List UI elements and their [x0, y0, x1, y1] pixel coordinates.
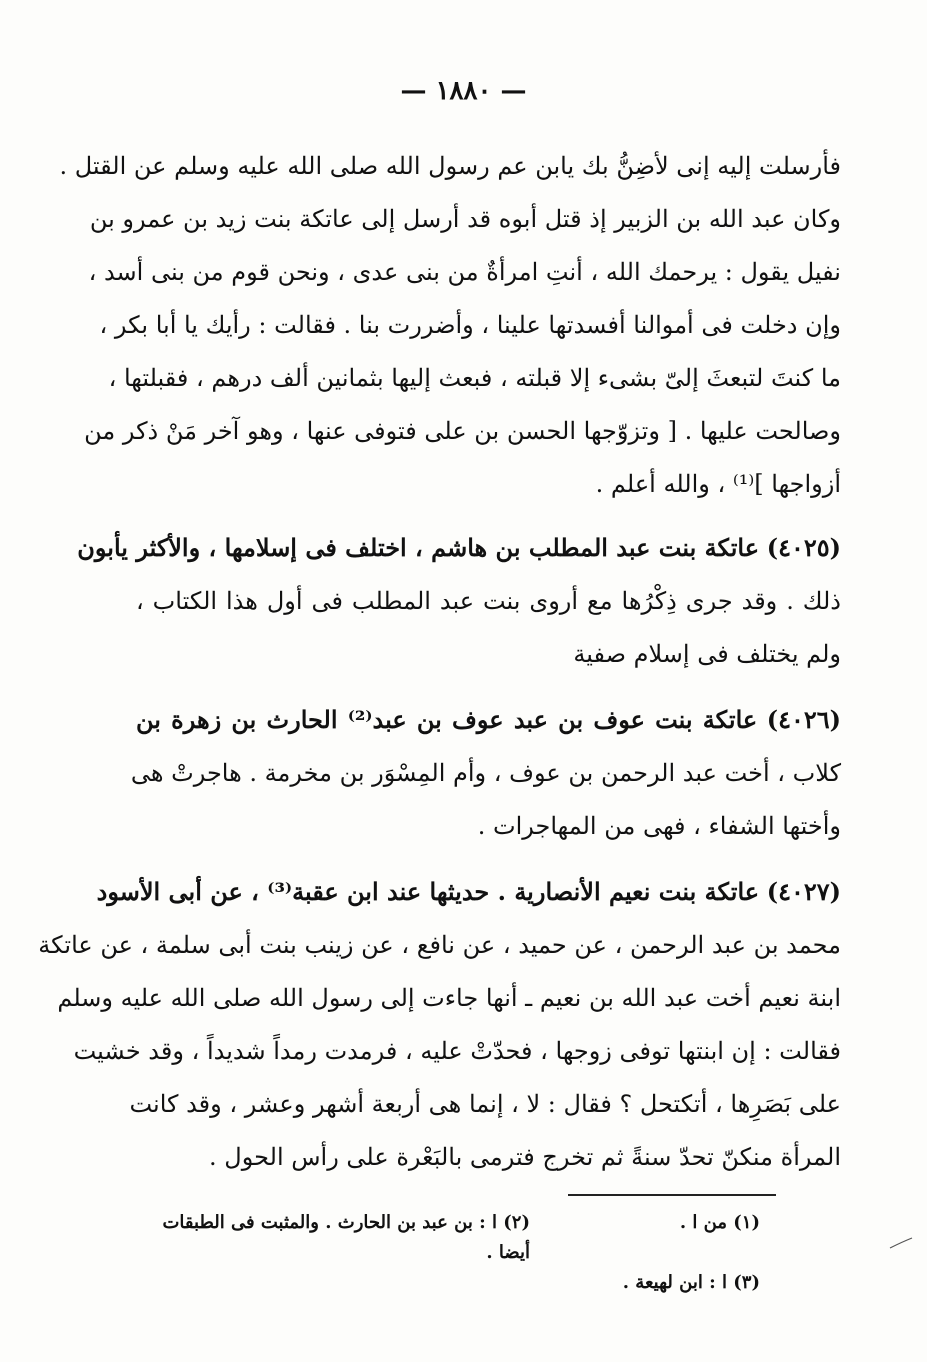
- paragraph-continuation: [59, 140, 841, 511]
- text-line: وأختها الشفاء ، فهى من المهاجرات .: [477, 812, 841, 840]
- entry-text: عاتكة بنت نعيم الأنصارية . حديثها عند ابن عقبة⁽³⁾ ، عن أبى الأسود: [96, 877, 760, 906]
- text-line: فقالت : إن ابنتها توفى زوجها ، فحدّتْ عليه ، فرمدت رمداً شديداً ، وقد خشيت: [73, 1037, 841, 1065]
- page-number: — ١٨٨٠ —: [400, 76, 527, 106]
- footnotes: [160, 1208, 760, 1298]
- text-line: محمد بن عبد الرحمن ، عن حميد ، عن نافع ، عن زينب بنت أبى سلمة ، عن عاتكة: [38, 931, 841, 959]
- text-line: ولم يختلف فى إسلام صفية: [573, 640, 841, 668]
- text-line: المرأة منكنّ تحدّ سنةً ثم تخرج فترمى بالبَعْرة على رأس الحول .: [209, 1143, 841, 1171]
- text-line-with-entry: [77, 521, 841, 575]
- footnote-divider: [568, 1194, 776, 1196]
- text-line: نفيل يقول : يرحمك الله ، أنتِ امرأةٌ من بنى عدى ، ونحن قوم من بنى أسد ،: [88, 258, 841, 286]
- footnote-3: (٣) ا : ابن لهيعة .: [622, 1272, 760, 1293]
- footnote-row: [160, 1208, 760, 1268]
- entry-4026: [130, 693, 841, 853]
- text-line: وكان عبد الله بن الزبير إذ قتل أبوه قد أرسل إلى عاتكة بنت زيد بن عمرو بن: [89, 205, 841, 233]
- text-line: ابنة نعيم أخت عبد الله بن نعيم ـ أنها جاءت إلى رسول الله صلى الله عليه وسلم: [57, 984, 841, 1012]
- entry-number: (٤٠٢٧): [766, 877, 841, 906]
- entry-text: عاتكة بنت عبد المطلب بن هاشم ، اختلف فى إسلامها ، والأكثر يأبون: [77, 533, 760, 562]
- text-line: وصالحت عليها . [ وتزوّجها الحسن بن على فتوفى عنها ، وهو آخر مَنْ ذكر من: [84, 417, 841, 445]
- text-line-with-entry: [136, 693, 841, 747]
- main-text: [38, 140, 841, 1196]
- text-line-with-entry: [96, 865, 841, 919]
- entry-4027: [38, 865, 841, 1184]
- text-line: كلاب ، أخت عبد الرحمن بن عوف ، وأم المِسْوَر بن مخرمة . هاجرتْ هى: [130, 759, 841, 787]
- entry-4025: [77, 521, 841, 681]
- text-line: على بَصَرِها ، أتكتحل ؟ فقال : لا ، إنما هى أربعة أشهر وعشر ، وقد كانت: [129, 1090, 841, 1118]
- text-line: ما كنتَ لتبعثَ إلىّ بشىء إلا قبلته ، فبعث إليها بثمانين ألف درهم ، فقبلتها ،: [108, 364, 841, 392]
- entry-number: (٤٠٢٥): [766, 533, 841, 562]
- entry-text: عاتكة بنت عوف بن عبد عوف بن عبد⁽²⁾ الحارث بن زهرة بن: [136, 705, 758, 734]
- text-line: ذلك . وقد جرى ذِكْرُها مع أروى بنت عبد المطلب فى أول هذا الكتاب ،: [136, 587, 841, 615]
- entry-number: (٤٠٢٦): [766, 705, 841, 734]
- footnote-2: (٢) ا : بن عبد بن الحارث . والمثبت فى الطبقات أيضا .: [162, 1212, 530, 1263]
- text-line: فأرسلت إليه إنى لأضِنُّ بك يابن عم رسول الله صلى الله عليه وسلم عن القتل .: [59, 152, 841, 180]
- margin-mark-icon: [888, 1236, 914, 1250]
- text-line: وإن دخلت فى أموالنا أفسدتها علينا ، وأضررت بنا . فقالت : رأيك يا أبا بكر ،: [99, 311, 841, 339]
- text-line: أزواجها ]⁽¹⁾ ، والله أعلم .: [595, 470, 841, 498]
- footnote-1: (١) من ا .: [679, 1212, 760, 1233]
